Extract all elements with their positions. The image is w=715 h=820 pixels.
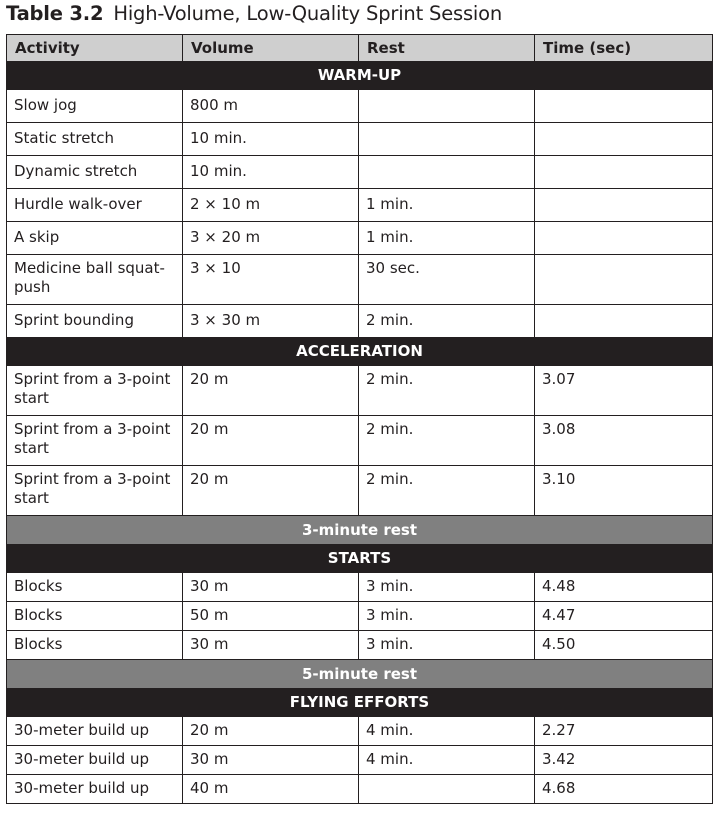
cell-activity: Sprint from a 3-point start (7, 416, 183, 466)
table-row (7, 123, 713, 156)
section-starts (7, 545, 713, 573)
cell-rest (359, 775, 535, 804)
cell-activity: 30-meter build up (7, 717, 183, 746)
cell-activity: Hurdle walk-over (7, 189, 183, 222)
cell-time: 4.47 (535, 602, 713, 631)
rest-band-5-minute (7, 660, 713, 689)
cell-time (535, 222, 713, 255)
cell-rest: 2 min. (359, 466, 535, 516)
cell-time: 4.50 (535, 631, 713, 660)
cell-activity: Blocks (7, 631, 183, 660)
cell-volume: 50 m (183, 602, 359, 631)
table-caption (6, 2, 502, 26)
table-row (7, 90, 713, 123)
cell-volume: 10 min. (183, 123, 359, 156)
cell-activity: Blocks (7, 573, 183, 602)
table-row (7, 775, 713, 804)
cell-time (535, 255, 713, 305)
section-warmup (7, 62, 713, 90)
cell-volume: 20 m (183, 366, 359, 416)
table-row (7, 189, 713, 222)
table-row (7, 255, 713, 305)
cell-activity: Sprint from a 3-point start (7, 466, 183, 516)
table-row (7, 466, 713, 516)
section-acceleration (7, 338, 713, 366)
cell-rest: 2 min. (359, 305, 535, 338)
cell-time: 3.08 (535, 416, 713, 466)
cell-volume: 3 × 20 m (183, 222, 359, 255)
cell-activity: Sprint from a 3-point start (7, 366, 183, 416)
table-number: Table 3.2 (6, 2, 104, 25)
table-row (7, 416, 713, 466)
cell-activity: Slow jog (7, 90, 183, 123)
cell-rest: 30 sec. (359, 255, 535, 305)
cell-time: 2.27 (535, 717, 713, 746)
header-rest: Rest (359, 35, 535, 62)
cell-rest: 2 min. (359, 416, 535, 466)
cell-activity: 30-meter build up (7, 775, 183, 804)
cell-rest: 1 min. (359, 222, 535, 255)
cell-time (535, 156, 713, 189)
table-row (7, 746, 713, 775)
cell-rest: 3 min. (359, 631, 535, 660)
table-row (7, 156, 713, 189)
table-row (7, 305, 713, 338)
cell-activity: A skip (7, 222, 183, 255)
cell-rest: 3 min. (359, 602, 535, 631)
cell-rest: 2 min. (359, 366, 535, 416)
cell-volume: 30 m (183, 631, 359, 660)
cell-rest: 3 min. (359, 573, 535, 602)
table-row (7, 222, 713, 255)
cell-activity: Medicine ball squat-push (7, 255, 183, 305)
cell-time (535, 305, 713, 338)
cell-activity: Static stretch (7, 123, 183, 156)
cell-rest (359, 90, 535, 123)
table-row (7, 573, 713, 602)
section-label: ACCELERATION (7, 338, 713, 366)
table-row (7, 717, 713, 746)
header-row (7, 35, 713, 62)
cell-volume: 10 min. (183, 156, 359, 189)
sprint-session-table (6, 34, 713, 804)
cell-volume: 2 × 10 m (183, 189, 359, 222)
cell-rest (359, 123, 535, 156)
cell-time (535, 123, 713, 156)
cell-volume: 40 m (183, 775, 359, 804)
table-row (7, 602, 713, 631)
cell-activity: 30-meter build up (7, 746, 183, 775)
cell-time (535, 189, 713, 222)
section-flying-efforts (7, 689, 713, 717)
header-time: Time (sec) (535, 35, 713, 62)
table-row (7, 366, 713, 416)
cell-volume: 800 m (183, 90, 359, 123)
cell-rest (359, 156, 535, 189)
rest-band-3-minute (7, 516, 713, 545)
cell-volume: 20 m (183, 717, 359, 746)
cell-rest: 4 min. (359, 746, 535, 775)
cell-volume: 30 m (183, 746, 359, 775)
header-volume: Volume (183, 35, 359, 62)
cell-volume: 3 × 10 (183, 255, 359, 305)
cell-volume: 20 m (183, 416, 359, 466)
section-label: FLYING EFFORTS (7, 689, 713, 717)
cell-volume: 20 m (183, 466, 359, 516)
cell-activity: Sprint bounding (7, 305, 183, 338)
cell-rest: 4 min. (359, 717, 535, 746)
cell-time: 3.42 (535, 746, 713, 775)
cell-time (535, 90, 713, 123)
cell-volume: 30 m (183, 573, 359, 602)
cell-volume: 3 × 30 m (183, 305, 359, 338)
cell-time: 3.10 (535, 466, 713, 516)
cell-rest: 1 min. (359, 189, 535, 222)
section-label: STARTS (7, 545, 713, 573)
cell-activity: Dynamic stretch (7, 156, 183, 189)
rest-label: 5-minute rest (7, 660, 713, 689)
cell-time: 3.07 (535, 366, 713, 416)
cell-time: 4.48 (535, 573, 713, 602)
rest-label: 3-minute rest (7, 516, 713, 545)
cell-activity: Blocks (7, 602, 183, 631)
table-title: High-Volume, Low-Quality Sprint Session (113, 2, 503, 25)
table-row (7, 631, 713, 660)
cell-time: 4.68 (535, 775, 713, 804)
header-activity: Activity (7, 35, 183, 62)
section-label: WARM-UP (7, 62, 713, 90)
